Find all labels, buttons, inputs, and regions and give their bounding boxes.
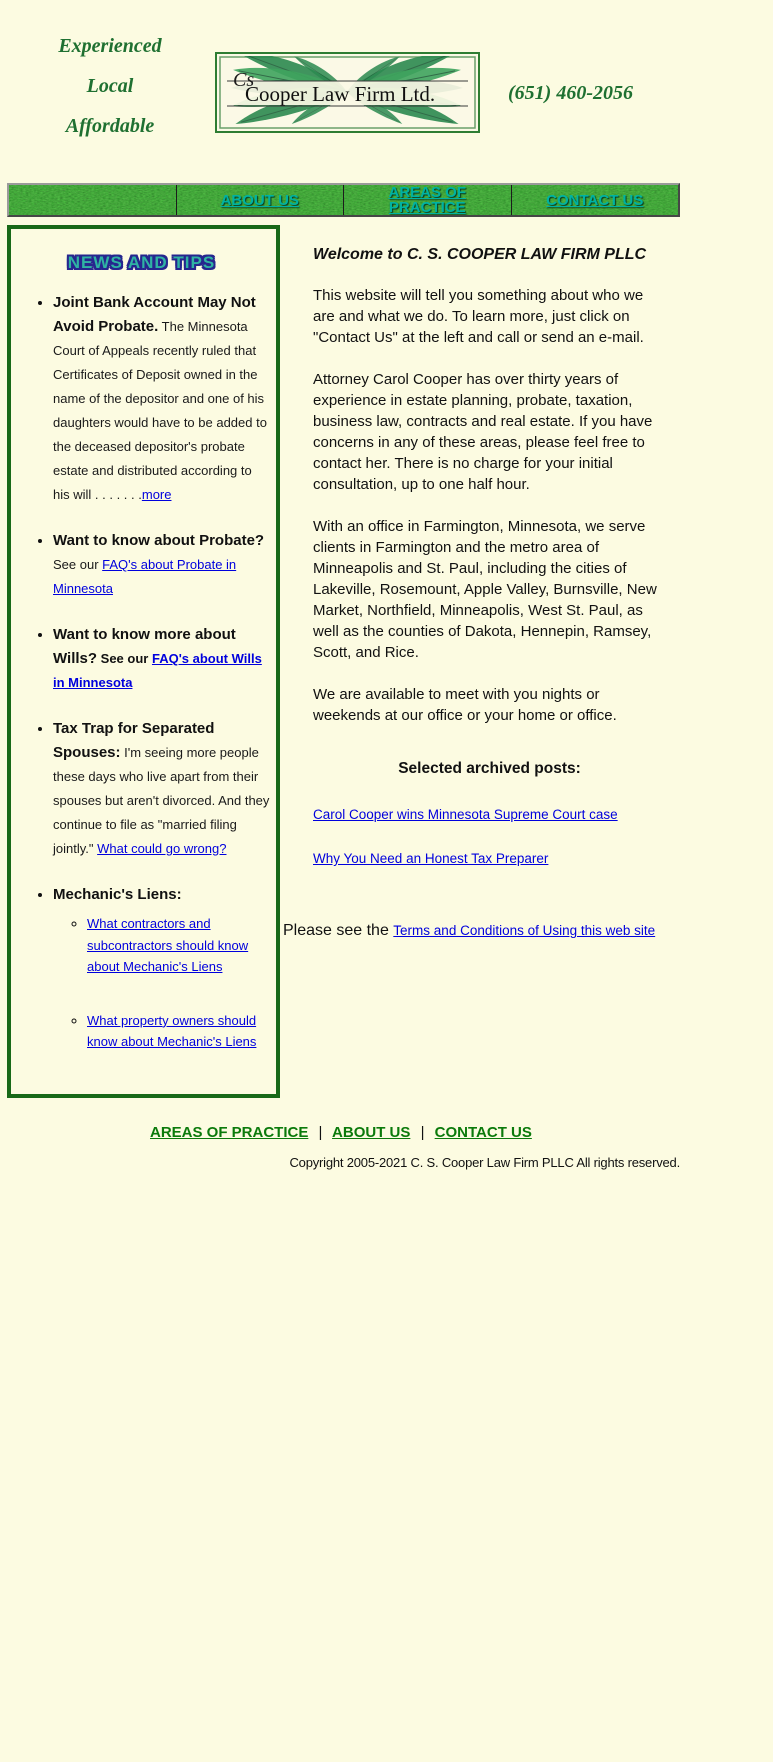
main-inner	[313, 246, 666, 866]
nav-cells	[9, 185, 678, 215]
news-item-headline: Mechanic's Liens:	[53, 886, 182, 903]
contractors-liens-link[interactable]: What contractors and subcontractors should know about Mechanic's Liens	[87, 916, 249, 975]
news-item-mechanics-liens	[53, 883, 272, 1053]
logo-text: Cooper Law Firm Ltd.	[245, 82, 436, 106]
property-owners-liens-link[interactable]: What property owners should know about Mechanic's Liens	[87, 1012, 257, 1050]
nav-link-about-us[interactable]: ABOUT US	[220, 191, 299, 209]
nav-cell-areas-of-practice	[343, 185, 511, 215]
news-and-tips-sidebar	[7, 225, 280, 1098]
archived-post-link-tax-preparer[interactable]: Why You Need an Honest Tax Preparer	[313, 851, 549, 866]
what-could-go-wrong-link[interactable]: What could go wrong?	[97, 841, 227, 856]
news-item-summary: The Minnesota Court of Appeals recently ruled that Certificates of Deposit owned in the name of the depositor and one of his daughters would have to be added to the deceased depositor's probate estate and distributed according to his will . . . . . . .	[53, 319, 267, 502]
news-list	[11, 291, 272, 1053]
nav-cell-about-us	[176, 185, 344, 215]
news-item-tax-trap	[53, 717, 272, 861]
news-item-headline: Joint Bank Account May Not Avoid Probate.	[53, 294, 256, 335]
main-content	[280, 225, 680, 940]
news-item-more-link[interactable]: more	[141, 487, 172, 502]
phone-number: (651) 460-2056	[508, 82, 633, 104]
service-area-paragraph: With an office in Farmington, Minnesota, we serve clients in Farmington and the metro area of Minneapolis and St. Paul, including the cities of Lakeville, Rosemount, Apple Valley, Burnsville, New Market, Northfield, Minneapolis, West St. Paul, as well as the counties of Dakota, Hennepin, Ramsey, Scott, and Rice.	[313, 518, 657, 661]
page	[7, 0, 680, 1170]
terms-prefix: Please see the	[283, 922, 394, 939]
logo-monogram: Cs	[233, 69, 255, 91]
law-firm-logo-image	[219, 56, 476, 129]
sublist-item	[87, 1010, 270, 1053]
probate-faq-link[interactable]: FAQ's about Probate in Minnesota	[53, 557, 237, 596]
terms-line	[283, 922, 680, 940]
footer-navigation	[150, 1124, 680, 1141]
intro-paragraph: This website will tell you something about who we are and what we do. To learn more, just click on "Contact Us" at the left and call or send an e-mail.	[313, 287, 644, 346]
nav-link-contact-us[interactable]: CONTACT US	[546, 191, 644, 209]
footer-separator: |	[420, 1124, 425, 1141]
footer-separator: |	[318, 1124, 323, 1141]
slogan-line-local: Local	[86, 75, 134, 97]
slogan	[40, 26, 180, 146]
page-title: Welcome to C. S. COOPER LAW FIRM PLLC	[313, 246, 647, 263]
wills-faq-link[interactable]: FAQ's about Wills in Minnesota	[53, 651, 262, 690]
archived-posts-heading: Selected archived posts:	[398, 760, 581, 777]
news-item-probate-faq	[53, 529, 272, 601]
mechanics-liens-sublist	[53, 913, 270, 1053]
news-item-summary: See our	[53, 557, 103, 572]
news-item-joint-bank-account	[53, 291, 272, 507]
copyright-notice: Copyright 2005-2021 C. S. Cooper Law Firm PLLC All rights reserved.	[289, 1155, 680, 1170]
slogan-line-affordable: Affordable	[65, 115, 155, 137]
law-firm-logo	[215, 52, 480, 133]
news-item-wills-faq	[53, 623, 272, 695]
sidebar-title: NEWS AND TIPS	[67, 253, 216, 272]
sublist-item	[87, 913, 270, 978]
news-item-headline: Want to know about Probate?	[53, 532, 265, 549]
availability-paragraph: We are available to meet with you nights or weekends at our office or your home or office.	[313, 686, 617, 724]
news-item-summary: I'm seeing more people these days who live apart from their spouses but aren't divorced. And they continue to file as "married filing jointly."	[53, 745, 270, 856]
slogan-line-experienced: Experienced	[58, 35, 162, 57]
news-item-headline: Tax Trap for Separated Spouses:	[53, 720, 215, 761]
content	[7, 225, 680, 1098]
news-item-summary: See our	[97, 651, 152, 666]
main-navigation	[7, 183, 680, 217]
nav-cell-empty	[9, 185, 176, 215]
nav-link-areas-of-practice[interactable]: AREAS OF PRACTICE	[388, 184, 466, 216]
header	[7, 0, 680, 183]
footer-link-about-us[interactable]: ABOUT US	[332, 1124, 411, 1141]
nav-cell-contact-us	[511, 185, 679, 215]
news-item-headline: Want to know more about Wills?	[53, 626, 236, 667]
footer-link-contact-us[interactable]: CONTACT US	[434, 1124, 532, 1141]
archived-post-link-supreme-court[interactable]: Carol Cooper wins Minnesota Supreme Court case	[313, 807, 618, 822]
attorney-paragraph: Attorney Carol Cooper has over thirty years of experience in estate planning, probate, taxation, business law, contracts and real estate. If you have concerns in any of these areas, please feel free to contact her. There is no charge for your initial consultation, up to one half hour.	[313, 371, 653, 493]
terms-and-conditions-link[interactable]: Terms and Conditions of Using this web site	[393, 923, 656, 938]
footer-link-areas-of-practice[interactable]: AREAS OF PRACTICE	[150, 1124, 309, 1141]
